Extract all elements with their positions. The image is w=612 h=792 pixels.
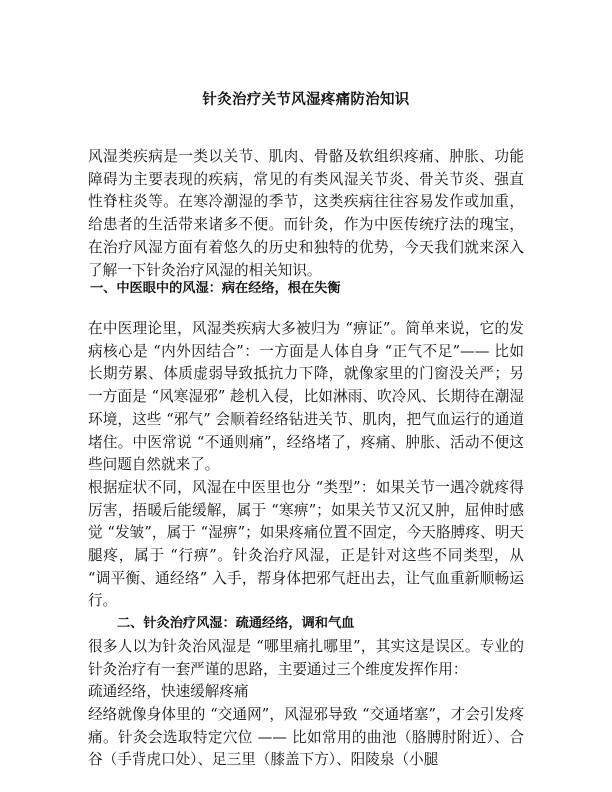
section-1-paragraph-2: 根据症状不同，风湿在中医里也分 “类型”：如果关节一遇冷就疼得厉害，捂暖后能缓解，属于 “寒痹”；如果关节又沉又肿，屈伸时感觉 “发皱”，属于 “湿痹”；如果疼痛位置不固定，今天胳膊疼、明天腿疼，属于 “行痹”。针灸治疗风湿，正是针对这些不同类型，从 “调平衡、通经络” 入手，帮身体把邪气赶出去，让气血重新顺畅运行。 — [88, 478, 524, 610]
intro-paragraph: 风湿类疾病是一类以关节、肌肉、骨骼及软组织疼痛、肿胀、功能障碍为主要表现的疾病，常见的有类风湿关节炎、骨关节炎、强直性脊柱炎等。在寒冷潮湿的季节，这类疾病往往容易发作或加重，给患者的生活带来诸多不便。而针灸，作为中医传统疗法的瑰宝，在治疗风湿方面有着悠久的历史和独特的优势，今天我们就来深入了解一下针灸治疗风湿的相关知识。 — [88, 148, 524, 279]
page-title: 针灸治疗关节风湿疼痛防治知识 — [202, 92, 410, 108]
section-1-heading: 一、中医眼中的风湿：病在经络，根在失衡 — [90, 281, 341, 296]
section-2-paragraph-2: 经络就像身体里的 “交通网”，风湿邪导致 “交通堵塞”，才会引发疼痛。针灸会选取特定穴位 —— 比如常用的曲池（胳膊肘附近）、合谷（手背虎口处）、足三里（膝盖下方）、阳陵泉（小腿 — [88, 705, 524, 769]
section-1-paragraph-1: 在中医理论里，风湿类疾病大多被归为 “痹证”。简单来说，它的发病核心是 “内外因结合”：一方面是人体自身 “正气不足”—— 比如长期劳累、体质虚弱导致抵抗力下降，就像家里的门窗没关严；另一方面是 “风寒湿邪” 趁机入侵，比如淋雨、吹冷风、长期待在潮湿环境，这些 “邪气” 会顺着经络钻进关节、肌肉，把气血运行的通道堵住。中医常说 “不通则痛”，经络堵了，疼痛、肿胀、活动不便这些问题自然就来了。 — [88, 320, 524, 474]
intro-paragraph-block — [88, 146, 524, 282]
section-2-subheading: 疏通经络，快速缓解疼痛 — [88, 683, 249, 701]
section-2-heading: 二、针灸治疗风湿：疏通经络，调和气血 — [117, 616, 355, 632]
section-2-paragraph-1: 很多人以为针灸治风湿是 “哪里痛扎哪里”，其实这是误区。专业的针灸治疗有一套严谨的思路，主要通过三个维度发挥作用： — [88, 637, 524, 678]
section-1-body — [88, 318, 524, 772]
